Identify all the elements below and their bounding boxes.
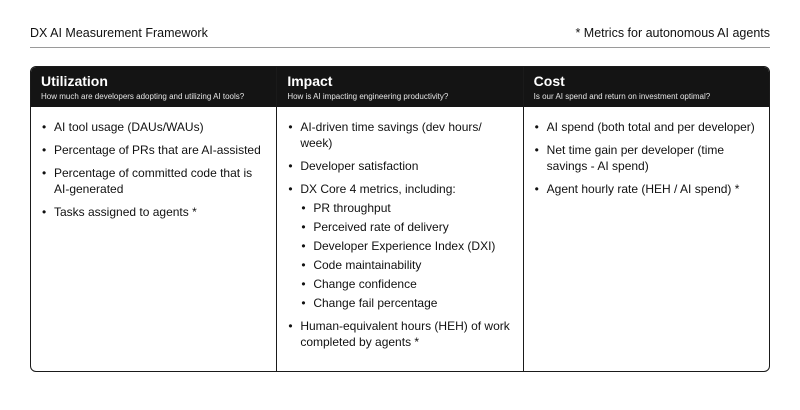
sub-metric-item: • Developer Experience Index (DXI) [300,238,510,254]
agent-metrics-note: * Metrics for autonomous AI agents [575,26,770,40]
metric-item: • AI tool usage (DAUs/WAUs) [41,119,264,135]
column-body [277,107,522,357]
core4-metric-list [300,200,510,311]
column-subtitle: How much are developers adopting and utilizing AI tools? [41,92,245,101]
column-body [524,107,769,204]
metric-list [534,119,757,197]
column-header [31,67,276,107]
column-title: Utilization [41,73,108,89]
metric-list [41,119,264,220]
column-title: Impact [287,73,333,89]
sub-metric-item: • Code maintainability [300,257,510,273]
page-title: DX AI Measurement Framework [30,26,208,40]
column-utilization [31,67,276,371]
metric-item: • Percentage of committed code that is AI-generated [41,165,264,197]
metric-item: • Tasks assigned to agents * [41,204,264,220]
metric-item: • Net time gain per developer (time savings - AI spend) [534,142,757,174]
column-title: Cost [533,73,565,89]
page-header [30,26,770,48]
measurement-framework-table [30,66,770,372]
metric-item: • Developer satisfaction [287,158,510,174]
sub-metric-item: • Perceived rate of delivery [300,219,510,235]
column-header [277,67,522,107]
sub-metric-item: • Change confidence [300,276,510,292]
sub-metric-item: • PR throughput [300,200,510,216]
column-header [524,67,769,107]
metric-item-with-subitems [287,181,510,311]
metric-list [287,119,510,350]
metric-item: • Human-equivalent hours (HEH) of work completed by agents * [287,318,510,350]
column-cost [523,67,769,371]
column-body [31,107,276,227]
metric-item: • Percentage of PRs that are AI-assisted [41,142,264,158]
metric-item: • AI spend (both total and per developer) [534,119,757,135]
metric-item-label: DX Core 4 metrics, including: [300,182,456,196]
metric-item: • Agent hourly rate (HEH / AI spend) * [534,181,757,197]
metric-item: • AI-driven time savings (dev hours/ week) [287,119,510,151]
column-subtitle: Is our AI spend and return on investment optimal? [533,92,711,101]
column-subtitle: How is AI impacting engineering productivity? [287,92,449,101]
column-impact [276,67,522,371]
sub-metric-item: • Change fail percentage [300,295,510,311]
